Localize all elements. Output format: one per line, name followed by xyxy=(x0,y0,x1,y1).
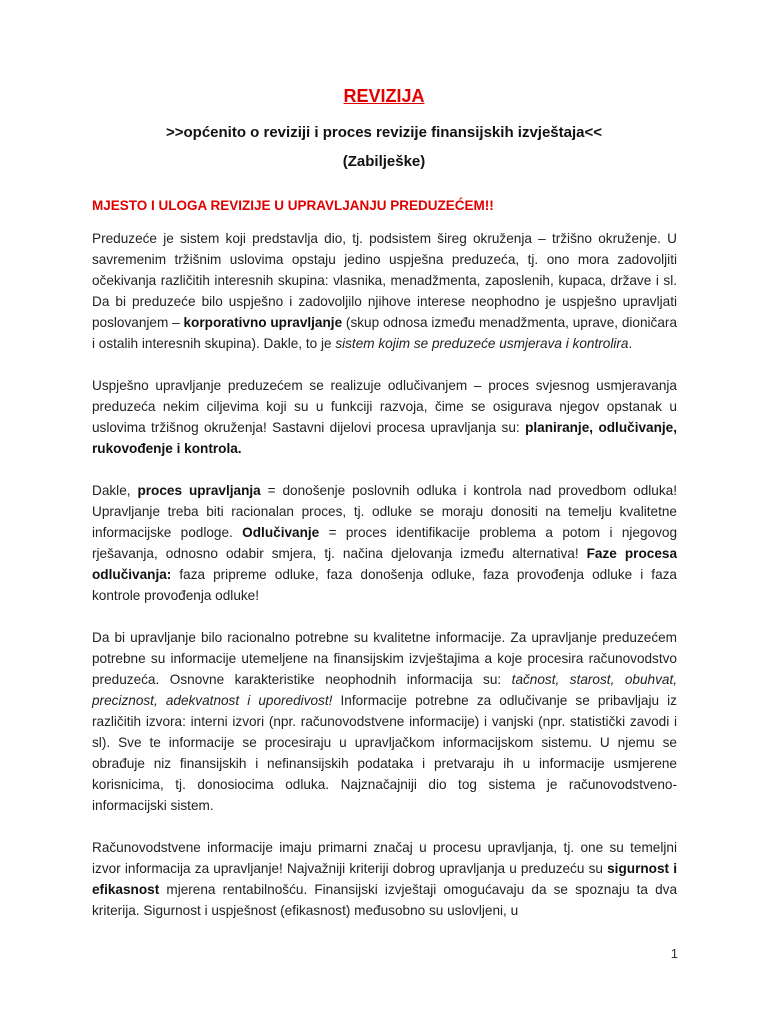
bold-text: planiranje, odlučivanje, rukovođenje i kontrola. xyxy=(92,420,678,456)
text-run: . xyxy=(628,336,633,351)
text-run: = proces identifikacije problema a potom i njegovog rješavanja, odnosno odabir smjera, tj. načina djelovanja između alternativa! xyxy=(92,525,677,561)
document-body xyxy=(92,228,677,942)
text-run: (skup odnosa između menadžmenta, uprave, dioničara i ostalih interesnih skupina). Dakle, to je xyxy=(92,315,678,351)
text-run: Preduzeće je sistem koji predstavlja dio, tj. podsistem šireg okruženja – tržišno okruženje. U savremenim tržišnim uslovima opstaju jedino uspješna preduzeća, tj. ono mora zadovoljiti očekivanja različitih interesnih skupina: vlasnika, menadžmenta, zaposlenih, kupaca, države i sl. Da bi preduzeće bilo uspješno i zadovoljilo njihove interese neophodno je uspješno upravljati poslovanjem – xyxy=(92,231,677,330)
paragraph-5 xyxy=(92,837,677,921)
text-run: = donošenje poslovnih odluka i kontrola nad provedbom odluka! Upravljanje treba biti racionalan proces, tj. odluke se moraju donositi na temelju kvalitetne informacijske podloge. xyxy=(92,483,677,540)
page-number: 1 xyxy=(670,946,678,961)
document-title: REVIZIJA xyxy=(343,86,425,106)
document-note: (Zabilješke) xyxy=(342,153,426,170)
text-run: Računovodstvene informacije imaju primarni značaj u procesu upravljanja, tj. one su temeljni izvor informacija za upravljanje! Najvažniji kriteriji dobrog upravljanja u preduzeću su xyxy=(92,840,677,876)
bold-text: Faze procesa odlučivanja: xyxy=(92,546,678,582)
italic-text: sistem kojim se preduzeće usmjerava i kontrolira xyxy=(335,336,629,351)
text-run: Da bi upravljanje bilo racionalno potrebne su kvalitetne informacije. Za upravljanje preduzećem potrebne su informacije utemeljene na finansijskim izvještajima a koje procesira računovodstvo preduzeća. Osnovne karakteristike neophodnih informacija su: xyxy=(92,630,677,687)
paragraph-4 xyxy=(92,627,677,816)
paragraph-3 xyxy=(92,480,677,606)
text-run: mjerena rentabilnošću. Finansijski izvještaji omogućavaju da se spoznaju ta dva kriterija. Sigurnost i uspješnost (efikasnost) međusobno su uslovljeni, u xyxy=(92,882,677,918)
paragraph-2 xyxy=(92,375,677,459)
document-subtitle: >>općenito o reviziji i proces revizije finansijskih izvještaja<< xyxy=(165,124,603,141)
bold-text: Odlučivanje xyxy=(242,525,320,540)
text-run: Informacije potrebne za odlučivanje se pribavljaju iz različitih izvora: interni izvori (npr. računovodstvene informacije) i vanjski (npr. statistički zavodi i sl). Sve te informacije se procesiraju u upravljačkom informacijskom sistemu. U njemu se obrađuje niz finansijskih i nefinansijskih podataka i pretvaraju ih u informacije usmjerene korisnicima, tj. donosiocima odluka. Najznačajniji dio tog sistema je računovodstveno-informacijski sistem. xyxy=(92,693,677,813)
paragraph-1 xyxy=(92,228,677,354)
text-run: Uspješno upravljanje preduzećem se realizuje odlučivanjem – proces svjesnog usmjeravanja preduzeća nekim ciljevima koji su u funkciji razvoja, čime se osigurava njegov opstanak u uslovima tržišnog okruženja! Sastavni dijelovi procesa upravljanja su: xyxy=(92,378,677,435)
bold-text: korporativno upravljanje xyxy=(183,315,343,330)
text-run: Dakle, xyxy=(92,483,138,498)
bold-text: sigurnost i efikasnost xyxy=(92,861,678,897)
section-heading: MJESTO I ULOGA REVIZIJE U UPRAVLJANJU PREDUZEĆEM!! xyxy=(92,198,494,213)
text-run: faza pripreme odluke, faza donošenja odluke, faza provođenja odluke i faza kontrole provođenja odluke! xyxy=(92,567,677,603)
italic-text: tačnost, starost, obuhvat, preciznost, adekvatnost i uporedivost! xyxy=(92,672,677,708)
bold-text: proces upravljanja xyxy=(137,483,261,498)
